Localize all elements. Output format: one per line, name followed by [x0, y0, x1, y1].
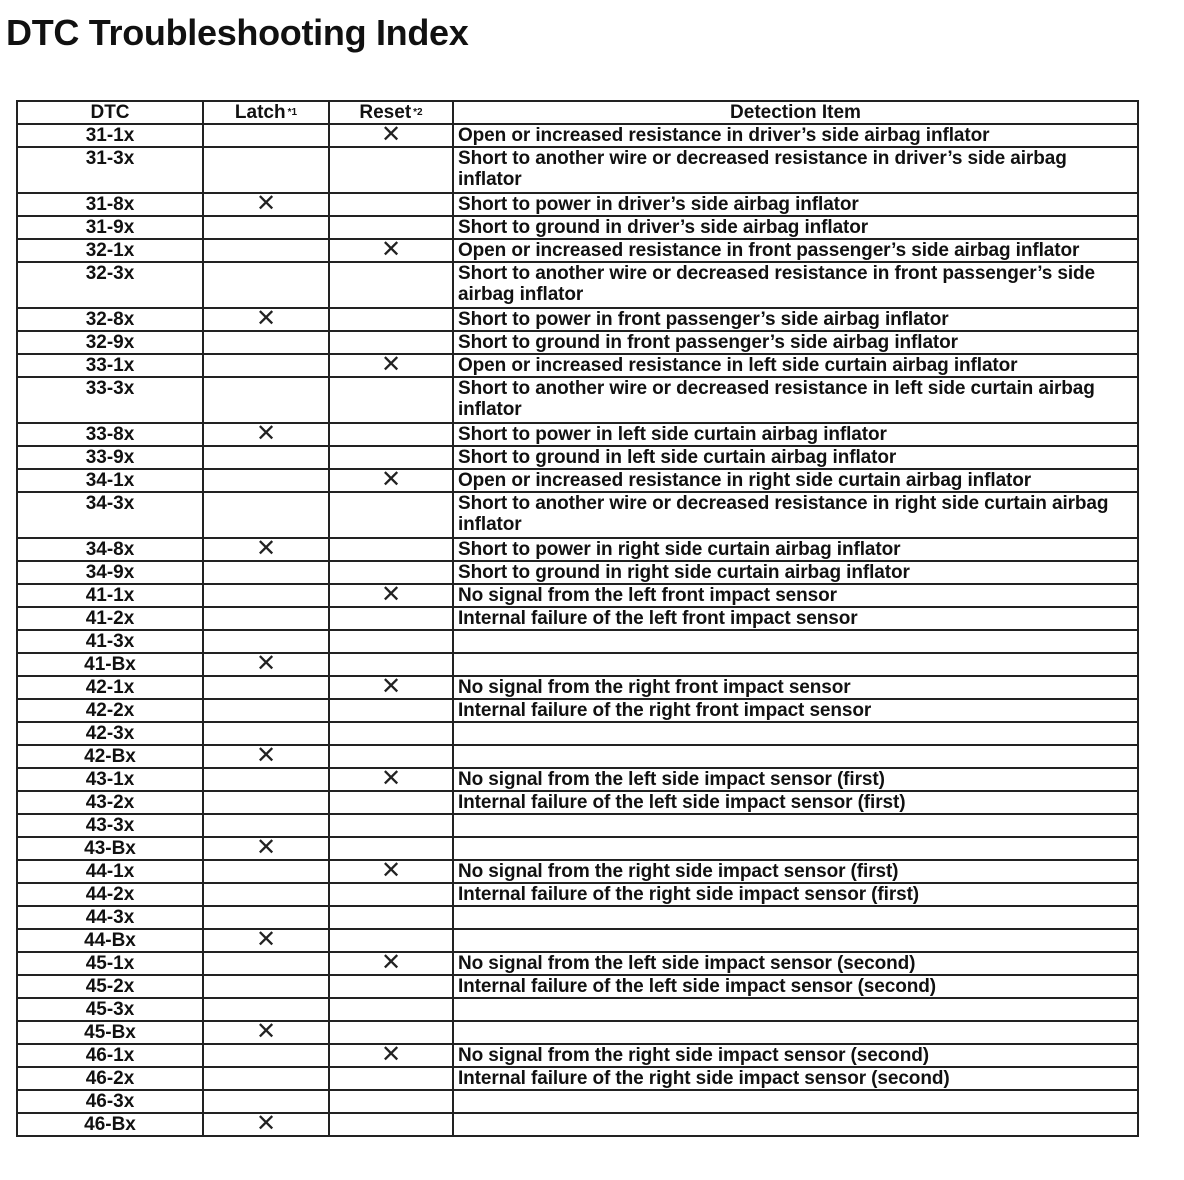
table-row — [17, 768, 1138, 791]
detection-item: Short to ground in driver’s side airbag inflator — [453, 216, 1138, 239]
table-row — [17, 837, 1138, 860]
header-detection-item — [453, 101, 1138, 124]
detection-item: No signal from the right front impact sensor — [453, 676, 1138, 699]
dtc-code: 46-3x — [17, 1090, 203, 1113]
dtc-code: 41-Bx — [17, 653, 203, 676]
reset-mark: ✕ — [329, 354, 453, 377]
dtc-code: 33-1x — [17, 354, 203, 377]
table-row — [17, 814, 1138, 837]
reset-mark: ✕ — [329, 952, 453, 975]
latch-mark — [203, 699, 329, 722]
table-row — [17, 699, 1138, 722]
header-dtc-label: DTC — [90, 102, 130, 123]
latch-mark — [203, 492, 329, 538]
dtc-code: 41-2x — [17, 607, 203, 630]
reset-mark — [329, 630, 453, 653]
header-latch-label: Latch — [234, 102, 286, 123]
latch-mark — [203, 607, 329, 630]
detection-item — [453, 837, 1138, 860]
table-row — [17, 952, 1138, 975]
reset-mark — [329, 883, 453, 906]
detection-item: Internal failure of the right side impact sensor (first) — [453, 883, 1138, 906]
dtc-code: 34-3x — [17, 492, 203, 538]
dtc-code: 34-1x — [17, 469, 203, 492]
table-row — [17, 124, 1138, 147]
detection-item — [453, 653, 1138, 676]
reset-mark — [329, 837, 453, 860]
detection-item: Internal failure of the right side impact sensor (second) — [453, 1067, 1138, 1090]
table-row — [17, 676, 1138, 699]
table-row — [17, 1044, 1138, 1067]
table-row — [17, 538, 1138, 561]
table-row — [17, 630, 1138, 653]
dtc-code: 42-Bx — [17, 745, 203, 768]
header-dtc — [17, 101, 203, 124]
dtc-code: 31-9x — [17, 216, 203, 239]
detection-item: Open or increased resistance in right side curtain airbag inflator — [453, 469, 1138, 492]
latch-mark: ✕ — [203, 423, 329, 446]
latch-mark — [203, 239, 329, 262]
reset-mark — [329, 975, 453, 998]
header-detection-item-label: Detection Item — [730, 102, 861, 123]
table-row — [17, 1021, 1138, 1044]
dtc-code: 46-Bx — [17, 1113, 203, 1136]
latch-mark — [203, 791, 329, 814]
reset-mark — [329, 814, 453, 837]
dtc-code: 31-1x — [17, 124, 203, 147]
table-row — [17, 722, 1138, 745]
reset-mark: ✕ — [329, 469, 453, 492]
latch-mark — [203, 147, 329, 193]
table-row — [17, 1113, 1138, 1136]
latch-mark: ✕ — [203, 308, 329, 331]
detection-item — [453, 814, 1138, 837]
table-row — [17, 216, 1138, 239]
table-row — [17, 975, 1138, 998]
latch-mark — [203, 722, 329, 745]
dtc-code: 33-9x — [17, 446, 203, 469]
detection-item: Short to another wire or decreased resistance in left side curtain airbag inflator — [453, 377, 1138, 423]
dtc-code: 45-2x — [17, 975, 203, 998]
table-row — [17, 331, 1138, 354]
dtc-code: 31-3x — [17, 147, 203, 193]
latch-mark: ✕ — [203, 745, 329, 768]
latch-mark — [203, 1090, 329, 1113]
dtc-code: 33-3x — [17, 377, 203, 423]
dtc-code: 42-3x — [17, 722, 203, 745]
detection-item — [453, 998, 1138, 1021]
latch-mark: ✕ — [203, 193, 329, 216]
detection-item: Open or increased resistance in driver’s side airbag inflator — [453, 124, 1138, 147]
reset-mark — [329, 446, 453, 469]
reset-footnote-marker: *2 — [413, 107, 423, 118]
table-row — [17, 584, 1138, 607]
table-row — [17, 469, 1138, 492]
dtc-code: 46-1x — [17, 1044, 203, 1067]
latch-mark: ✕ — [203, 538, 329, 561]
table-row — [17, 883, 1138, 906]
latch-mark — [203, 998, 329, 1021]
dtc-code: 32-9x — [17, 331, 203, 354]
detection-item: No signal from the left front impact sensor — [453, 584, 1138, 607]
dtc-code: 44-3x — [17, 906, 203, 929]
detection-item: No signal from the right side impact sensor (first) — [453, 860, 1138, 883]
header-reset-label: Reset — [359, 102, 412, 123]
dtc-code: 42-1x — [17, 676, 203, 699]
latch-mark — [203, 1067, 329, 1090]
latch-mark — [203, 216, 329, 239]
reset-mark — [329, 1067, 453, 1090]
latch-mark — [203, 975, 329, 998]
dtc-code: 44-1x — [17, 860, 203, 883]
latch-mark — [203, 676, 329, 699]
reset-mark — [329, 699, 453, 722]
reset-mark — [329, 492, 453, 538]
latch-mark — [203, 883, 329, 906]
detection-item: Internal failure of the left front impact sensor — [453, 607, 1138, 630]
reset-mark: ✕ — [329, 860, 453, 883]
latch-mark — [203, 814, 329, 837]
reset-mark — [329, 308, 453, 331]
table-row — [17, 561, 1138, 584]
detection-item: No signal from the left side impact sensor (first) — [453, 768, 1138, 791]
header-latch — [203, 101, 329, 124]
reset-mark — [329, 722, 453, 745]
table-row — [17, 745, 1138, 768]
reset-mark — [329, 745, 453, 768]
reset-mark — [329, 929, 453, 952]
header-reset — [329, 101, 453, 124]
reset-mark: ✕ — [329, 768, 453, 791]
reset-mark: ✕ — [329, 676, 453, 699]
latch-mark — [203, 860, 329, 883]
reset-mark — [329, 906, 453, 929]
table-row — [17, 423, 1138, 446]
dtc-code: 41-1x — [17, 584, 203, 607]
detection-item: Short to power in driver’s side airbag inflator — [453, 193, 1138, 216]
latch-mark — [203, 377, 329, 423]
reset-mark: ✕ — [329, 239, 453, 262]
header-row — [17, 101, 1138, 124]
detection-item: Short to another wire or decreased resistance in driver’s side airbag inflator — [453, 147, 1138, 193]
detection-item: Open or increased resistance in left side curtain airbag inflator — [453, 354, 1138, 377]
reset-mark — [329, 147, 453, 193]
reset-mark — [329, 331, 453, 354]
table-row — [17, 791, 1138, 814]
reset-mark: ✕ — [329, 124, 453, 147]
detection-item — [453, 1113, 1138, 1136]
table-row — [17, 860, 1138, 883]
dtc-code: 31-8x — [17, 193, 203, 216]
latch-mark — [203, 584, 329, 607]
latch-mark — [203, 469, 329, 492]
reset-mark — [329, 1090, 453, 1113]
latch-mark — [203, 1044, 329, 1067]
table-row — [17, 147, 1138, 193]
table-row — [17, 308, 1138, 331]
dtc-code: 45-3x — [17, 998, 203, 1021]
dtc-code: 32-8x — [17, 308, 203, 331]
latch-mark — [203, 768, 329, 791]
reset-mark — [329, 607, 453, 630]
dtc-code: 43-2x — [17, 791, 203, 814]
detection-item: Short to power in front passenger’s side airbag inflator — [453, 308, 1138, 331]
table-row — [17, 446, 1138, 469]
table-row — [17, 929, 1138, 952]
reset-mark — [329, 791, 453, 814]
reset-mark — [329, 423, 453, 446]
table-header — [17, 101, 1138, 124]
detection-item — [453, 630, 1138, 653]
reset-mark — [329, 561, 453, 584]
table-row — [17, 607, 1138, 630]
reset-mark — [329, 216, 453, 239]
latch-mark: ✕ — [203, 1021, 329, 1044]
latch-mark — [203, 331, 329, 354]
reset-mark — [329, 998, 453, 1021]
detection-item — [453, 1021, 1138, 1044]
dtc-index-table — [16, 100, 1139, 1137]
table-row — [17, 906, 1138, 929]
dtc-code: 43-3x — [17, 814, 203, 837]
dtc-code: 34-9x — [17, 561, 203, 584]
table-row — [17, 998, 1138, 1021]
reset-mark: ✕ — [329, 584, 453, 607]
latch-mark — [203, 262, 329, 308]
detection-item: Short to another wire or decreased resistance in right side curtain airbag inflator — [453, 492, 1138, 538]
latch-mark: ✕ — [203, 653, 329, 676]
detection-item: Short to power in left side curtain airbag inflator — [453, 423, 1138, 446]
table-row — [17, 239, 1138, 262]
detection-item: No signal from the left side impact sensor (second) — [453, 952, 1138, 975]
detection-item — [453, 745, 1138, 768]
detection-item: Internal failure of the left side impact sensor (second) — [453, 975, 1138, 998]
table-body — [17, 124, 1138, 1136]
reset-mark — [329, 1021, 453, 1044]
latch-mark — [203, 906, 329, 929]
detection-item: No signal from the right side impact sensor (second) — [453, 1044, 1138, 1067]
detection-item: Short to power in right side curtain airbag inflator — [453, 538, 1138, 561]
detection-item — [453, 722, 1138, 745]
detection-item — [453, 1090, 1138, 1113]
dtc-code: 44-Bx — [17, 929, 203, 952]
dtc-code: 32-1x — [17, 239, 203, 262]
table-row — [17, 262, 1138, 308]
latch-mark: ✕ — [203, 837, 329, 860]
reset-mark — [329, 377, 453, 423]
detection-item: Internal failure of the right front impact sensor — [453, 699, 1138, 722]
reset-mark — [329, 262, 453, 308]
dtc-code: 44-2x — [17, 883, 203, 906]
dtc-code: 43-1x — [17, 768, 203, 791]
detection-item: Short to another wire or decreased resistance in front passenger’s side airbag inflator — [453, 262, 1138, 308]
dtc-code: 33-8x — [17, 423, 203, 446]
page-title: DTC Troubleshooting Index — [6, 12, 469, 53]
reset-mark — [329, 653, 453, 676]
latch-mark — [203, 952, 329, 975]
detection-item: Internal failure of the left side impact sensor (first) — [453, 791, 1138, 814]
latch-mark — [203, 354, 329, 377]
table-row — [17, 354, 1138, 377]
dtc-code: 42-2x — [17, 699, 203, 722]
reset-mark: ✕ — [329, 1044, 453, 1067]
latch-mark — [203, 446, 329, 469]
dtc-code: 34-8x — [17, 538, 203, 561]
table-row — [17, 377, 1138, 423]
reset-mark — [329, 1113, 453, 1136]
dtc-code: 43-Bx — [17, 837, 203, 860]
latch-mark — [203, 124, 329, 147]
detection-item: Short to ground in right side curtain airbag inflator — [453, 561, 1138, 584]
dtc-code: 46-2x — [17, 1067, 203, 1090]
reset-mark — [329, 538, 453, 561]
latch-mark — [203, 630, 329, 653]
latch-mark: ✕ — [203, 929, 329, 952]
latch-footnote-marker: *1 — [287, 107, 298, 118]
dtc-code: 45-Bx — [17, 1021, 203, 1044]
table-row — [17, 1067, 1138, 1090]
dtc-code: 32-3x — [17, 262, 203, 308]
detection-item — [453, 929, 1138, 952]
latch-mark: ✕ — [203, 1113, 329, 1136]
dtc-code: 41-3x — [17, 630, 203, 653]
detection-item: Short to ground in front passenger’s side airbag inflator — [453, 331, 1138, 354]
latch-mark — [203, 561, 329, 584]
dtc-code: 45-1x — [17, 952, 203, 975]
table-row — [17, 193, 1138, 216]
table-row — [17, 653, 1138, 676]
table-row — [17, 492, 1138, 538]
detection-item: Open or increased resistance in front passenger’s side airbag inflator — [453, 239, 1138, 262]
detection-item — [453, 906, 1138, 929]
table-row — [17, 1090, 1138, 1113]
detection-item: Short to ground in left side curtain airbag inflator — [453, 446, 1138, 469]
reset-mark — [329, 193, 453, 216]
